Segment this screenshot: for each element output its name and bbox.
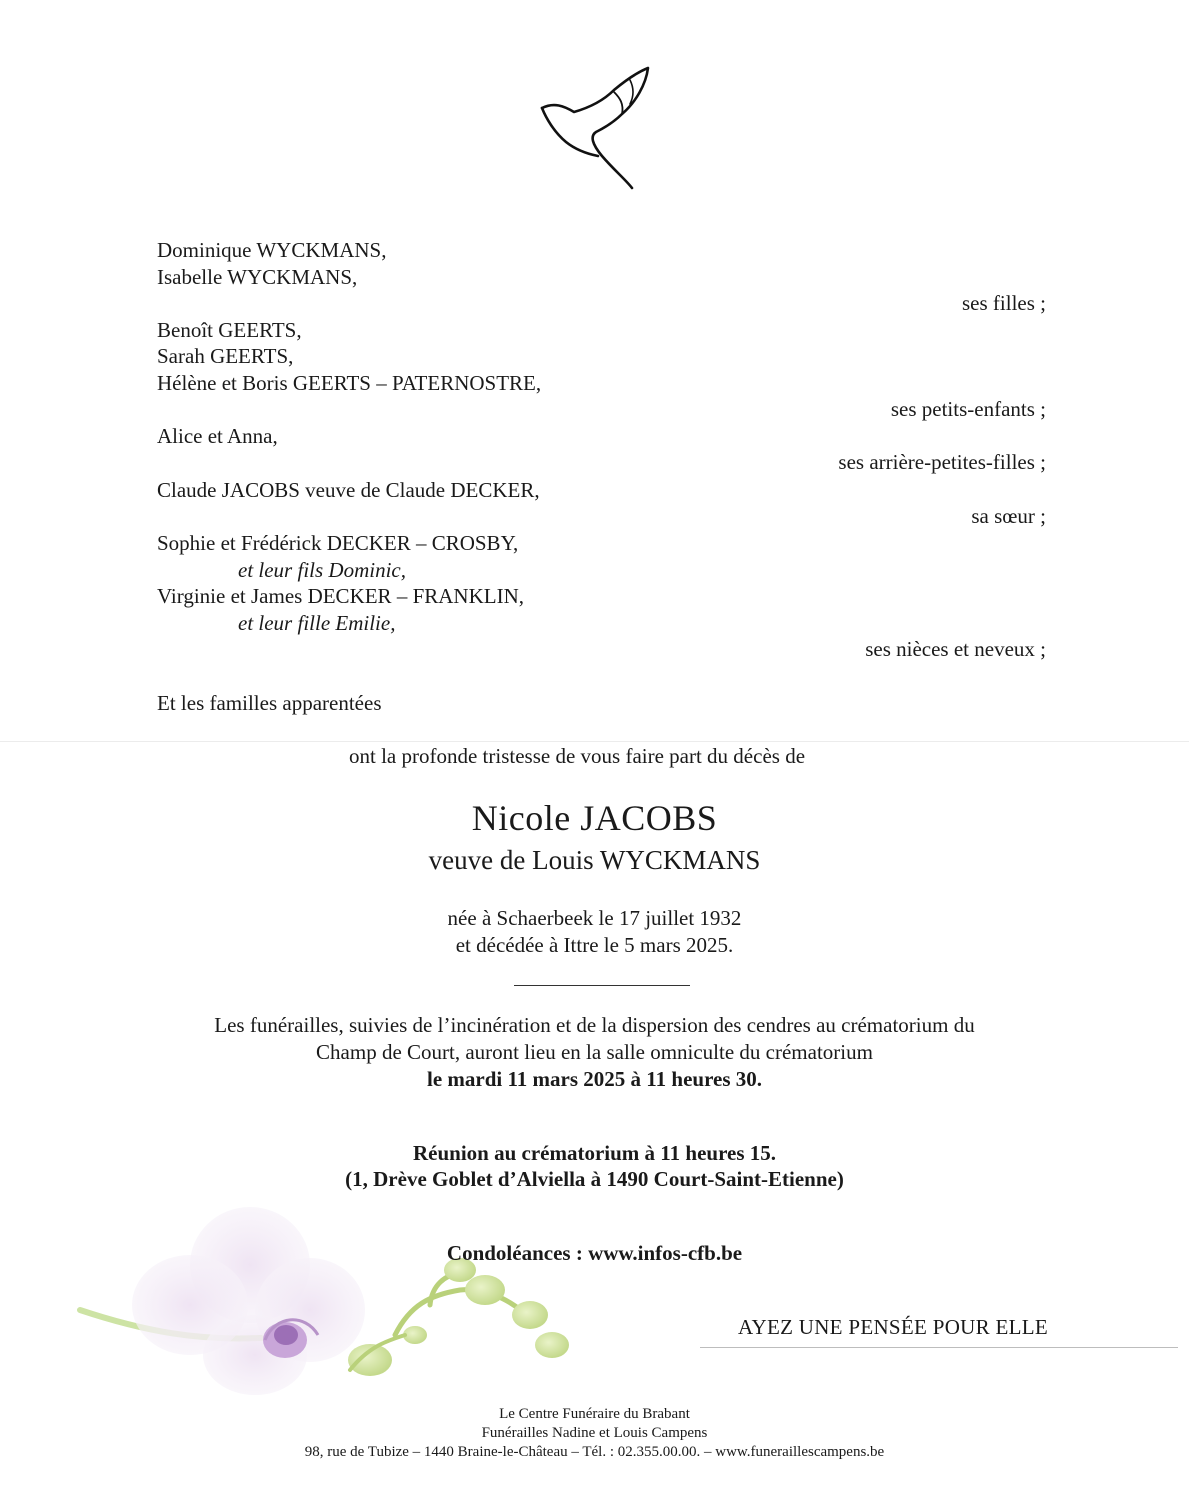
sister: Claude JACOBS veuve de Claude DECKER, — [157, 478, 540, 502]
funeral-line-1: Les funérailles, suivies de l’incinération et de la dispersion des cendres au crématorium du — [214, 1013, 975, 1037]
closing-divider — [700, 1347, 1178, 1348]
grandchild-3: Hélène et Boris GEERTS – PATERNOSTRE, — [157, 371, 542, 395]
funeral-line-2: Champ de Court, auront lieu en la salle omniculte du crématorium — [316, 1040, 873, 1064]
related-families: Et les familles apparentées — [157, 691, 382, 715]
relation-sister: sa sœur ; — [971, 504, 1046, 528]
relation-nieces: ses nièces et neveux ; — [865, 637, 1046, 661]
crematorium-address: (1, Drève Goblet d’Alviella à 1490 Court-Saint-Etienne) — [345, 1167, 844, 1191]
condolences-link[interactable]: Condoléances : www.infos-cfb.be — [446, 1241, 743, 1265]
announcement: ont la profonde tristesse de vous faire part du décès de — [349, 744, 806, 768]
orchid-icon — [60, 1195, 600, 1405]
relation-daughters: ses filles ; — [962, 291, 1046, 315]
deceased-name: Nicole JACOBS — [471, 798, 718, 838]
footer-company: Le Centre Funéraire du Brabant — [499, 1406, 690, 1422]
deceased-widow-of: veuve de Louis WYCKMANS — [428, 845, 761, 875]
closing-phrase: AYEZ UNE PENSÉE POUR ELLE — [737, 1315, 1048, 1339]
great-grandchildren: Alice et Anna, — [157, 424, 278, 448]
footer-funeral-home: Funérailles Nadine et Louis Campens — [481, 1425, 708, 1441]
grandchild-2: Sarah GEERTS, — [157, 344, 294, 368]
footer-contact: 98, rue de Tubize – 1440 Braine-le-Château – Tél. : 02.355.00.00. – www.funeraillescampens.be — [304, 1444, 885, 1460]
fold-line — [0, 741, 1189, 742]
relation-great-grandchildren: ses arrière-petites-filles ; — [838, 450, 1046, 474]
niece-1: Sophie et Frédérick DECKER – CROSBY, — [157, 531, 519, 555]
daughter-1: Dominique WYCKMANS, — [157, 238, 387, 262]
death-info: et décédée à Ittre le 5 mars 2025. — [455, 933, 734, 957]
divider — [514, 985, 690, 986]
birth-info: née à Schaerbeek le 17 juillet 1932 — [447, 906, 742, 930]
grandchild-1: Benoît GEERTS, — [157, 318, 302, 342]
meeting-time: Réunion au crématorium à 11 heures 15. — [412, 1141, 777, 1165]
niece-1-child: et leur fils Dominic, — [238, 558, 406, 582]
dove-icon — [530, 62, 660, 192]
daughter-2: Isabelle WYCKMANS, — [157, 265, 358, 289]
niece-2-child: et leur fille Emilie, — [238, 611, 396, 635]
funeral-date-time: le mardi 11 mars 2025 à 11 heures 30. — [426, 1067, 762, 1091]
niece-2: Virginie et James DECKER – FRANKLIN, — [157, 584, 524, 608]
relation-grandchildren: ses petits-enfants ; — [890, 397, 1046, 421]
